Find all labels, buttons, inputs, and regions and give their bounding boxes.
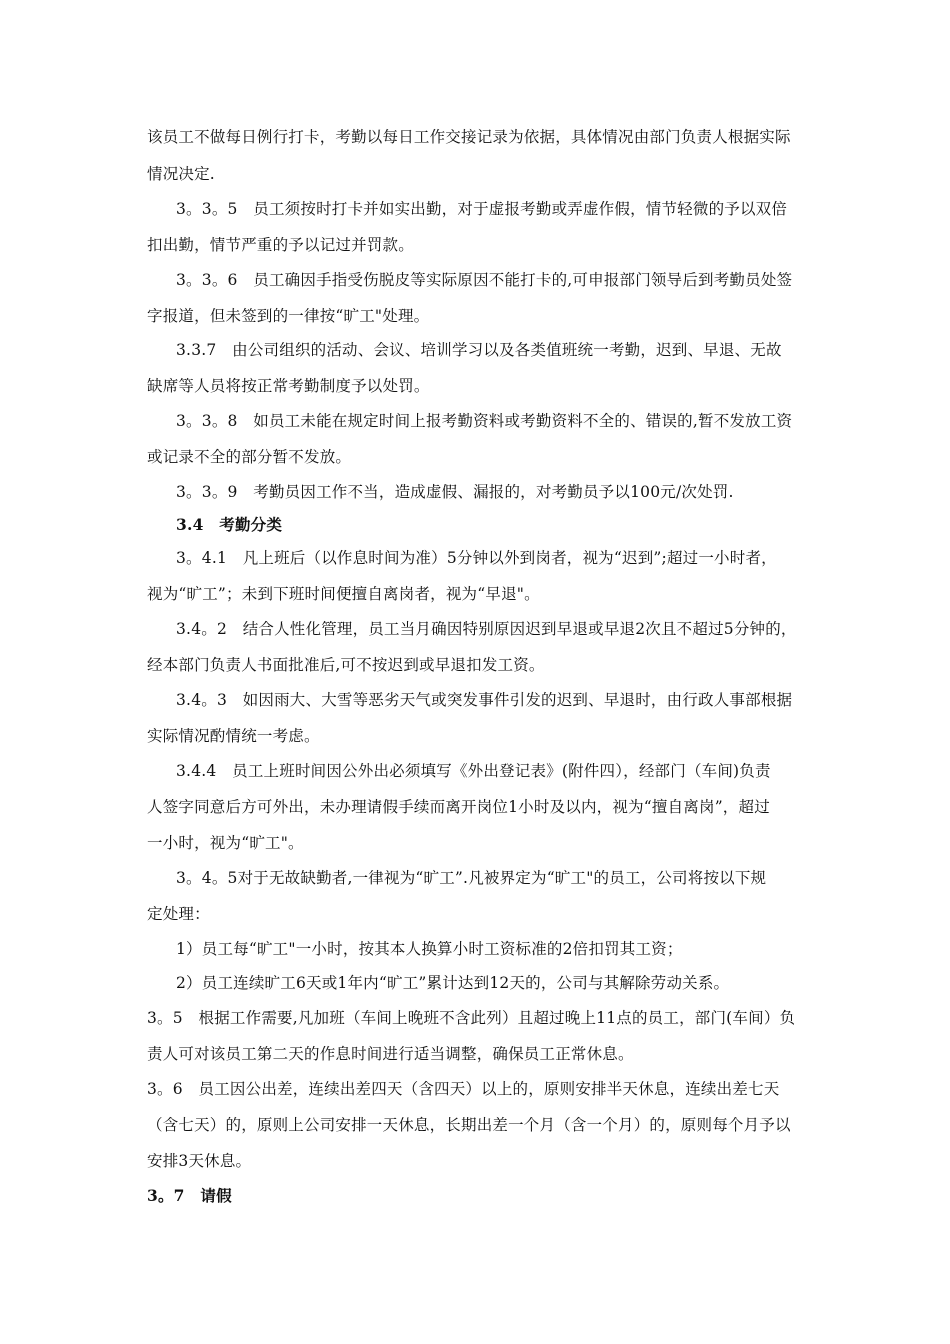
clause-3-4-1: 3。4.1 凡上班后（以作息时间为准）5分钟以外到岗者，视为“迟到”;超过一小时者， [176, 549, 777, 567]
clause-3-3-8: 3。3。8 如员工未能在规定时间上报考勤资料或考勤资料不全的、错误的,暂不发放工资 [176, 412, 793, 430]
paragraph-line: 安排3天休息。 [147, 1152, 252, 1170]
paragraph-line: 一小时，视为“旷工"。 [147, 834, 304, 852]
paragraph-line: 定处理： [147, 905, 210, 923]
paragraph-line: 责人可对该员工第二天的作息时间进行适当调整，确保员工正常休息。 [147, 1045, 634, 1063]
clause-3-3-7: 3.3.7 由公司组织的活动、会议、培训学习以及各类值班统一考勤，迟到、早退、无故 [176, 341, 782, 359]
clause-3-4-2: 3.4。2 结合人性化管理，员工当月确因特别原因迟到早退或早退2次且不超过5分钟的， [176, 620, 797, 638]
paragraph-line: 或记录不全的部分暂不发放。 [147, 448, 352, 466]
paragraph-line: 经本部门负责人书面批准后,可不按迟到或早退扣发工资。 [147, 656, 545, 674]
paragraph-line: 缺席等人员将按正常考勤制度予以处罚。 [147, 377, 430, 395]
paragraph-line: 人签字同意后方可外出，未办理请假手续而离开岗位1小时及以内，视为“擅自离岗”，超过 [147, 798, 770, 816]
paragraph-line: 视为“旷工”；未到下班时间便擅自离岗者，视为“早退"。 [147, 585, 540, 603]
section-heading-3-4: 3.4 考勤分类 [176, 515, 283, 534]
clause-3-5: 3。5 根据工作需要,凡加班（车间上晚班不含此列）且超过晚上11点的员工，部门(车间）负 [147, 1009, 796, 1027]
clause-3-4-3: 3.4。3 如因雨大、大雪等恶劣天气或突发事件引发的迟到、早退时，由行政人事部根据 [176, 691, 793, 709]
paragraph-line: （含七天）的，原则上公司安排一天休息，长期出差一个月（含一个月）的，原则每个月予以 [147, 1116, 791, 1134]
clause-3-3-6: 3。3。6 员工确因手指受伤脱皮等实际原因不能打卡的,可申报部门领导后到考勤员处签 [176, 271, 793, 289]
clause-3-3-5: 3。3。5 员工须按时打卡并如实出勤，对于虚报考勤或弄虚作假，情节轻微的予以双倍 [176, 200, 788, 218]
clause-3-6: 3。6 员工因公出差，连续出差四天（含四天）以上的，原则安排半天休息，连续出差七天 [147, 1080, 780, 1098]
clause-3-4-4: 3.4.4 员工上班时间因公外出必须填写《外出登记表》(附件四），经部门（车间)负责 [176, 762, 771, 780]
paragraph-line: 扣出勤，情节严重的予以记过并罚款。 [147, 236, 414, 254]
clause-3-4-5: 3。4。5对于无故缺勤者,一律视为“旷工”.凡被界定为“旷工"的员工，公司将按以下规 [176, 869, 767, 887]
paragraph-line: 实际情况酌情统一考虑。 [147, 727, 320, 745]
paragraph-line: 该员工不做每日例行打卡，考勤以每日工作交接记录为依据，具体情况由部门负责人根据实际 [147, 128, 791, 146]
list-item-2: 2）员工连续旷工6天或1年内“旷工”累计达到12天的，公司与其解除劳动关系。 [176, 974, 730, 992]
clause-3-3-9: 3。3。9 考勤员因工作不当，造成虚假、漏报的，对考勤员予以100元/次处罚. [176, 483, 734, 501]
paragraph-line: 情况决定. [147, 165, 215, 183]
list-item-1: 1）员工每“旷工"一小时，按其本人换算小时工资标准的2倍扣罚其工资； [176, 940, 683, 958]
section-heading-3-7: 3。7 请假 [147, 1186, 232, 1205]
paragraph-line: 字报道，但未签到的一律按“旷工"处理。 [147, 307, 430, 325]
